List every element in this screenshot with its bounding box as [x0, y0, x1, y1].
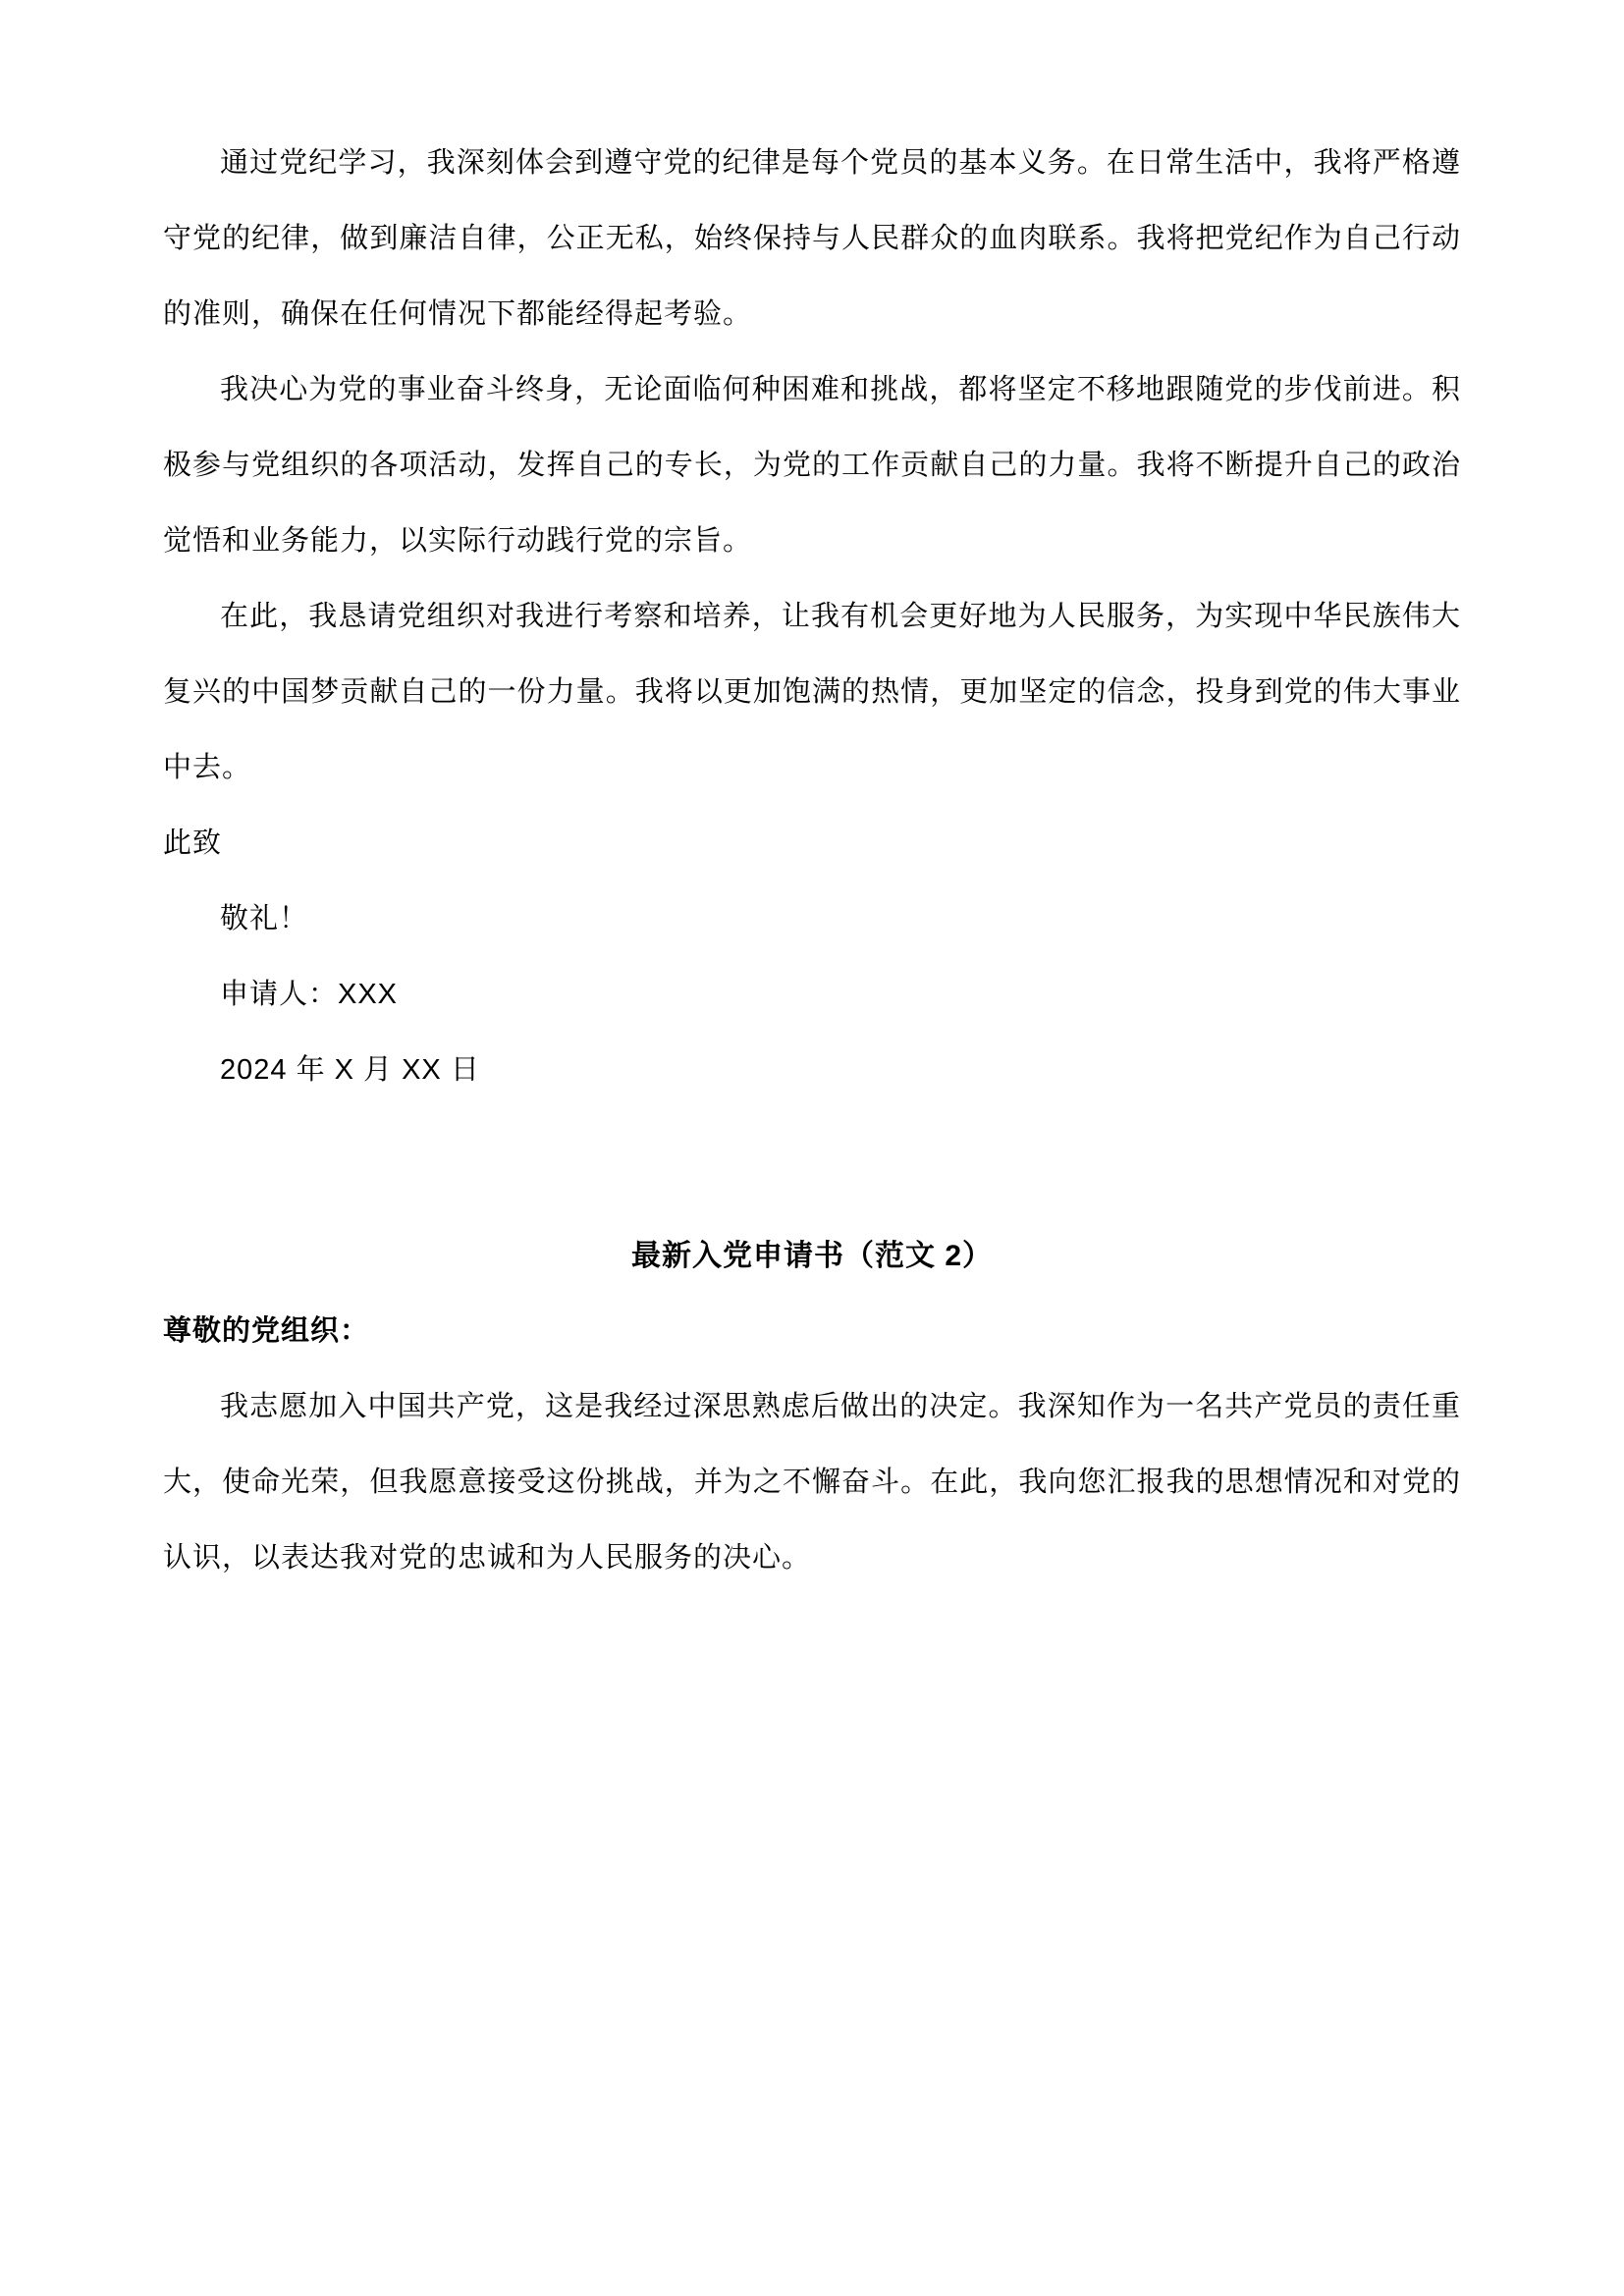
letter2-paragraph-1: 我志愿加入中国共产党，这是我经过深思熟虑后做出的决定。我深知作为一名共产党员的责任重大，使命光荣，但我愿意接受这份挑战，并为之不懈奋斗。在此，我向您汇报我的思想情况和对党的认识，以表达我对党的忠诚和为人民服务的决心。	[163, 1391, 1461, 1574]
applicant-line: 申请人：XXX	[220, 979, 399, 1010]
date-line: 2024 年 X 月 XX 日	[220, 1054, 480, 1086]
letter1-paragraph-2: 我决心为党的事业奋斗终身，无论面临何种困难和挑战，都将坚定不移地跟随党的步伐前进。积极参与党组织的各项活动，发挥自己的专长，为党的工作贡献自己的力量。我将不断提升自己的政治觉悟和业务能力，以实际行动践行党的宗旨。	[163, 374, 1461, 557]
closing-cizhi: 此致	[163, 828, 223, 859]
letter2-title: 最新入党申请书（范文 2）	[630, 1240, 994, 1272]
closing-salute: 敬礼！	[220, 903, 309, 934]
letter1-paragraph-1: 通过党纪学习，我深刻体会到遵守党的纪律是每个党员的基本义务。在日常生活中，我将严格遵守党的纪律，做到廉洁自律，公正无私，始终保持与人民群众的血肉联系。我将把党纪作为自己行动的准则，确保在任何情况下都能经得起考验。	[163, 147, 1461, 330]
letter-2-body	[163, 1294, 1461, 1596]
letter1-paragraph-3: 在此，我恳请党组织对我进行考察和培养，让我有机会更好地为人民服务，为实现中华民族伟大复兴的中国梦贡献自己的一份力量。我将以更加饱满的热情，更加坚定的信念，投身到党的伟大事业中去。	[163, 601, 1461, 783]
letter2-salutation: 尊敬的党组织：	[163, 1315, 370, 1347]
letter-1-body	[163, 126, 1461, 1108]
